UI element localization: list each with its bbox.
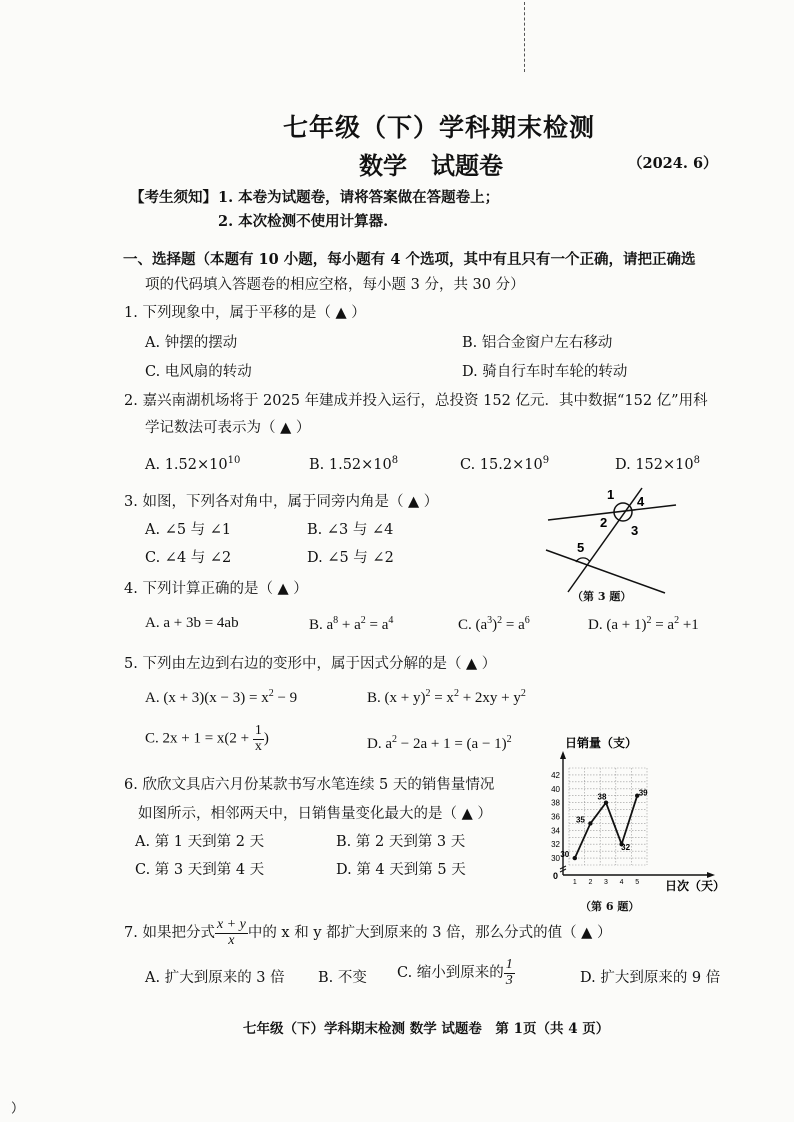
x-tick-label: 2 — [588, 879, 593, 886]
question-4-stem: 4. 下列计算正确的是（ ▲ ） — [124, 581, 308, 597]
scan-mark — [524, 2, 526, 72]
angle-label-1: 1 — [607, 487, 615, 502]
question-2-stem-cont: 学记数法可表示为（ ▲ ） — [145, 420, 311, 436]
question-7-option-b: B. 不变 — [318, 970, 367, 986]
figure-line-bottom — [546, 550, 665, 593]
y-axis-arrow — [560, 751, 566, 759]
chart-xlabel: 日次（天） — [665, 879, 726, 893]
question-6-option-d: D. 第 4 天到第 5 天 — [336, 862, 466, 878]
angle-label-5: 5 — [577, 540, 585, 555]
question-3-stem: 3. 如图，下列各对角中，属于同旁内角是（ ▲ ） — [124, 494, 439, 510]
question-1-stem: 1. 下列现象中，属于平移的是（ ▲ ） — [124, 305, 366, 321]
x-tick-label: 3 — [604, 879, 608, 886]
data-label: 30 — [560, 850, 570, 860]
question-4-option-c: C. $(a^3)^2 = a^6$ — [458, 615, 530, 633]
y-tick-label: 42 — [551, 770, 560, 780]
question-7-option-c: C. 缩小到原来的 $\frac{1}{3}$ — [397, 957, 513, 988]
x-axis-arrow — [707, 872, 715, 878]
x-tick-label: 5 — [635, 879, 640, 886]
data-point — [573, 856, 577, 860]
question-3-option-b: B. ∠3 与 ∠4 — [307, 522, 394, 538]
question-6-option-c: C. 第 3 天到第 4 天 — [135, 862, 265, 878]
question-2-stem: 2. 嘉兴南湖机场将于 2025 年建成并投入运行，总投资 152 亿元．其中数据“152 亿”用科 — [124, 393, 708, 409]
data-label: 32 — [621, 843, 631, 853]
question-4-option-a: A. a + 3b = 4ab — [145, 615, 239, 631]
question-5-stem: 5. 下列由左边到右边的变形中，属于因式分解的是（ ▲ ） — [124, 656, 497, 672]
question-1-option-c: C. 电风扇的转动 — [145, 364, 252, 380]
question-5-option-b: B. $(x + y)^2 = x^2 + 2xy + y^2$ — [367, 688, 526, 706]
y-tick-label: 34 — [551, 826, 560, 836]
question-3-caption: （第 3 题） — [572, 590, 632, 603]
figure-line-top — [548, 505, 676, 520]
question-2-option-c: C. $15.2\times 10^9$ — [460, 455, 550, 473]
question-3-figure — [540, 480, 680, 605]
y-tick-label: 38 — [551, 798, 560, 808]
angle-label-2: 2 — [600, 515, 608, 530]
section-instructions: 项的代码填入答题卷的相应空格，每小题 3 分，共 30 分） — [145, 277, 525, 293]
angle-label-4: 4 — [637, 494, 645, 509]
exam-date: （2024. 6） — [628, 155, 718, 172]
data-label: 39 — [638, 788, 648, 798]
question-6-stem: 6. 欣欣文具店六月份某款书写水笔连续 5 天的销售量情况 — [124, 777, 495, 793]
question-2-option-a: A. $1.52\times 10^{10}$ — [145, 455, 241, 473]
question-7-stem: 7. 如果把分式 $\frac{x + y}{x}$ 中的 x 和 y 都扩大到原来的 3 倍，那么分式的值（ ▲ ） — [124, 917, 612, 948]
question-7-option-d: D. 扩大到原来的 9 倍 — [580, 970, 721, 986]
question-1-option-b: B. 铝合金窗户左右移动 — [462, 335, 613, 351]
question-3-option-d: D. ∠5 与 ∠2 — [307, 550, 394, 566]
question-6-option-b: B. 第 2 天到第 3 天 — [336, 834, 466, 850]
x-tick-label: 1 — [572, 879, 577, 886]
y-tick-label: 30 — [551, 854, 560, 864]
y-tick-label: 32 — [551, 840, 560, 850]
question-6-option-a: A. 第 1 天到第 2 天 — [135, 834, 265, 850]
page-footer: 七年级（下）学科期末检测 数学 试题卷 第 1页（共 4 页） — [243, 1021, 610, 1037]
question-6-caption: （第 6 题） — [580, 900, 640, 913]
question-3-option-a: A. ∠5 与 ∠1 — [145, 522, 232, 538]
data-label: 35 — [575, 815, 585, 825]
question-5-option-a: A. $(x + 3)(x - 3) = x^2 - 9$ — [145, 688, 298, 706]
data-point — [588, 821, 592, 825]
sales-line-chart — [535, 732, 735, 902]
question-2-option-b: B. $1.52\times 10^8$ — [309, 455, 399, 473]
fraction-1-over-x: $\frac{1}{x}$ — [254, 723, 262, 754]
section-heading: 一、选择题（本题有 10 小题，每小题有 4 个选项，其中有且只有一个正确，请把正确选 — [123, 251, 696, 268]
question-4-option-d: D. $(a + 1)^2 = a^2 +1$ — [588, 615, 699, 633]
chart-ylabel: 日销量（支） — [565, 736, 638, 750]
y-tick-label: 36 — [551, 812, 560, 822]
question-7-option-a: A. 扩大到原来的 3 倍 — [145, 970, 285, 986]
y-tick-label: 40 — [551, 784, 560, 794]
origin-label: 0 — [553, 871, 559, 881]
fraction-x-plus-y-over-x: $\frac{x + y}{x}$ — [216, 917, 246, 948]
question-4-option-b: B. $a^8 + a^2 = a^4$ — [309, 615, 394, 633]
page-subtitle: 数学 试题卷 — [359, 151, 503, 180]
question-2-option-d: D. $152\times 10^8$ — [615, 455, 700, 473]
x-tick-label: 4 — [619, 879, 624, 886]
question-3-option-c: C. ∠4 与 ∠2 — [145, 550, 232, 566]
fraction-1-over-3: $\frac{1}{3}$ — [505, 957, 513, 988]
notice-item-2: 2. 本次检测不使用计算器. — [218, 213, 389, 230]
question-5-option-c: C. 2x + 1 = x(2 + $\frac{1}{x}$ ) — [145, 723, 269, 754]
question-1-option-a: A. 钟摆的摆动 — [145, 335, 238, 351]
notice-label: 【考生须知】 — [130, 189, 217, 206]
notice-item-1: 1. 本卷为试题卷，请将答案做在答题卷上； — [218, 189, 500, 206]
scan-corner-mark — [6, 1101, 19, 1114]
question-1-option-d: D. 骑自行车时车轮的转动 — [462, 364, 628, 380]
page-title: 七年级（下）学科期末检测 — [283, 113, 596, 142]
angle-label-3: 3 — [631, 523, 639, 538]
question-6-stem-cont: 如图所示，相邻两天中，日销售量变化最大的是（ ▲ ） — [138, 806, 492, 822]
data-label: 38 — [597, 792, 607, 802]
question-5-option-d: D. $a^2 - 2a + 1 = (a - 1)^2$ — [367, 734, 512, 752]
